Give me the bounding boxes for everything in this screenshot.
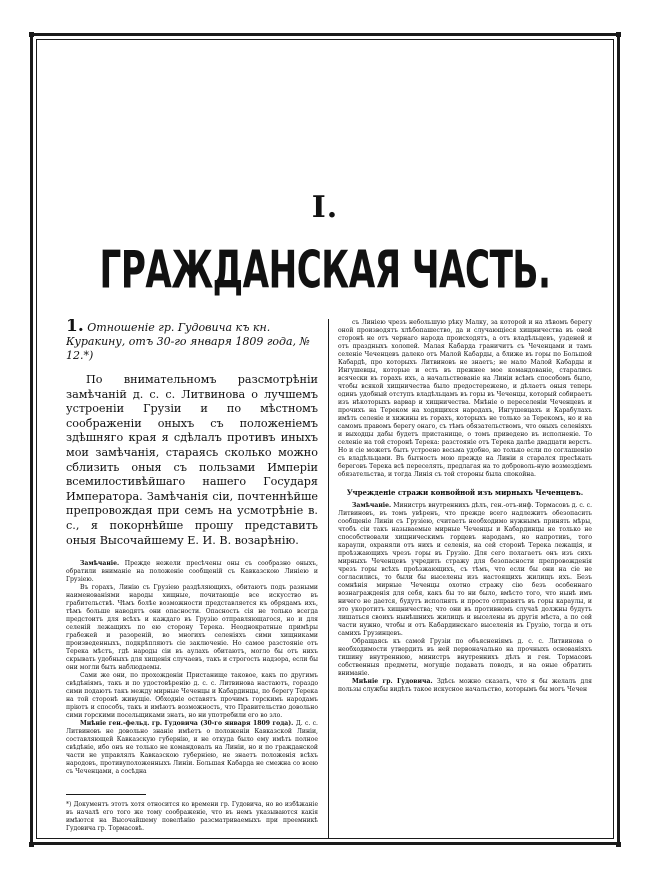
small-paragraph	[338, 319, 592, 479]
paragraph-lead: Замѣчаніе.	[352, 502, 394, 509]
main-paragraph: По внимательномъ разсмотрѣніи замѣчаній д. с. с. Литвинова о лучшемъ устроеніи Грузіи и по мѣстномъ соображеніи оныхъ съ положеніемъ здѣшняго края я сдѣлалъ противъ иныхъ мои замѣчанія, стараясь сколько можно сблизить оныя съ пользами Имперіи всемилостивѣйшаго нашего Государя Императора. Замѣчанія сіи, почтеннѣйше препровождая при семъ на усмотрѣніе в. с., я покорнѣйше прошу представить оныя Высочайшему Е. И. В. возарѣнію.	[66, 373, 318, 547]
document-heading	[66, 319, 318, 363]
section-number: I.	[311, 190, 339, 225]
paragraph-text: Въ горахъ, Линію съ Грузіею раздѣляющихъ, обитаютъ подъ разными наименованіями народы хищные, почитающіе все искусство въ грабительствѣ. Чѣмъ болѣе возможности представляется къ обрядамъ ихъ, тѣмъ больше наводятъ они опасности. Опасность сія не только всегда предстоитъ для всѣхъ и каждаго въ Грузію отправляющагося, но и для селеній лежащихъ по ею сторону Терека. Неоднократные примѣры грабежей и разореній, во многихъ селеніяхъ сими хищниками произведенныхъ, подкрѣпляютъ сіе заключеніе. Но самое разстояніе отъ Терека мѣстъ, гдѣ народы сіи въ аулахъ обитаютъ, могло бы отъ нихъ скрывать удобныхъ для хищенія случаевъ, такъ и строгость надзора, если бы они могли быть наблюдаемы.	[66, 584, 318, 672]
small-paragraph	[338, 678, 592, 694]
paragraph-lead: Замѣчаніе.	[80, 560, 125, 568]
footnote-rule	[66, 794, 146, 795]
corner-ornament	[612, 32, 624, 44]
paragraph-text: Обращаясь къ самой Грузіи по объясненіямъ д. с. с. Литвинова о необходимости утвердить въ ней первоначально на прочныхъ основаніяхъ тишину внутреннюю, министръ внутреннихъ дѣлъ и ген. Тормасовъ собственныя предметы, могущіе подавать поводъ, и на оные обратить вниманіе.	[338, 638, 592, 677]
column-divider	[328, 319, 329, 839]
right-column	[338, 319, 592, 839]
small-paragraph	[66, 672, 318, 720]
section-title: ГРАЖДАНСКАЯ ЧАСТЬ.	[99, 240, 551, 300]
sub-heading: Учрежденіе стражи конвойной изъ мирныхъ Чеченцевъ.	[346, 488, 584, 497]
paragraph-text: Прежде нежели пресѣчены оны съ сообразно оныхъ, обратили вниманіе на положеніе сообщеній съ Кавказскою Линіею и Грузіею.	[66, 560, 318, 584]
small-paragraph	[338, 502, 592, 638]
paragraph-lead: Мнѣніе ген.-фельд. гр. Гудовича (30-го января 1809 года).	[80, 720, 296, 728]
paragraph-text: съ Линіею чрезъ небольшую рѣку Малку, за которой и на лѣвомъ берегу оной производятъ хлѣбопашество, да и случающіеся хищничества въ оной сторонѣ не отъ чернаго народа происходятъ, а отъ владѣльцевъ, узденей и отъ праздныхъ холопей. Малая Кабарда граничитъ съ Чеченцами и тамъ селеніе Чеченцевъ далеко отъ Малой Кабарды, а ближе въ горы по Большой Кабардѣ, про которыхъ Литвиновъ не знаетъ; не мало Малой Кабарды и Ингушевцы, которые и есть въ прежнее мое командованіе, старались всячески въ горахъ ихъ, а начальствованіе на Линіи всѣмъ способомъ было, чтобы всякой хищничества было предостережено, и дѣлаетъ оныя теперь одинъ удобный отступъ владѣльцамъ въ горы въ Чеченцы, который собираетъ изъ нѣкоторыхъ варвар и хищничества. Мнѣніе о переселеніи Чеченцевъ и прочихъ на Тереком на ходящихся народахъ, Ингушевцахъ и Карабулахъ имѣть селеніе и хижины въ горахъ, которыхъ не только за Терекомъ, но и на самомъ правомъ берегу онаго, съ тѣмъ обязательствомъ, что оныхъ селеніяхъ и выходцы дабы будетъ пристанище, о томъ приведено въ исполненіе. То селеніе на той сторонѣ Терека: разстояніе отъ Терека далѣе двадцати верстъ. Но и сіе можетъ быть устроено весьма удобно, но только если по соглашенію съ владѣльцами. Въ бытность мою прежде на Линіи я старался пресѣкать береговъ Терека всѣ переселять, предлагая на то доброволь-ную возмездіемъ обязательства, и тогда Линія съ той стороны была спокойна.	[338, 319, 592, 478]
corner-ornament	[29, 838, 41, 850]
corner-ornament	[29, 32, 41, 44]
paragraph-lead: Мнѣніе гр. Гудовича.	[352, 678, 437, 685]
left-column	[66, 319, 318, 839]
paragraph-text: Сами же они, по прохожденіи Пристанище таковое, какъ по другимъ свѣдѣніямъ, такъ и по удостовѣренію д. с. с. Литвинова настаютъ, гораздо сими подаютъ такъ между мирные Чеченцы и Кабардинцы, по берегу Терека на той сторонѣ живущіе. Обходніе оставятъ прочимъ горскимъ народамъ пріютъ и способъ, такъ и имѣютъ возможность, что Правительство довольно сими горскими посельщиками знать, но ни употребили его во зло.	[66, 672, 318, 720]
small-paragraph	[66, 720, 318, 776]
paragraph-text: Здѣсь можно сказать, что я бы желалъ для пользы службы видѣть такое искусное начальство, которымъ бы могъ Чечен	[338, 678, 592, 693]
small-paragraph	[66, 584, 318, 672]
document-number: 1.	[66, 319, 84, 336]
small-paragraph	[66, 560, 318, 584]
footnote: *) Документъ этотъ хотя относится ко времени гр. Гудовича, но во избѣжаніе въ началѣ его того же тому соображеніе, что въ немъ указываются какія имѣются на Высочайшему повелѣнію разсматриваемыхъ при преемникѣ Гудовича гр. Тормасовѣ.	[66, 801, 318, 832]
paragraph-text: Д. с. с. Литвиновъ не довольно знаніе имѣетъ о положеніи Кавказской Линіи, составляющей Кавказскую губернію, и не откуда было ему имѣть полное свѣдѣніе, ибо онъ не только не командовалъ на Линіи, но и по гражданской части не управлялъ Кавказскою губерніею, не знаетъ положенія всѣхъ народовъ, противуположенныхъ Линіи. Большая Кабарда не смежна со всею съ Чеченцами, а сосѣдна	[66, 720, 318, 776]
corner-ornament	[612, 838, 624, 850]
document-heading-text: Отношеніе гр. Гудовича къ кн. Куракину, отъ 30-го января 1809 года, № 12.*)	[66, 321, 310, 362]
small-paragraph	[338, 638, 592, 678]
left-small-text	[66, 560, 318, 776]
paragraph-text: Министръ внутреннихъ дѣлъ, ген.-отъ-инф. Тормасовъ д. с. с. Литвиновъ, въ томъ увѣренъ, что прежде всего надлежитъ обезопасить сообщеніе Линіи съ Грузіею, считаетъ необходимо нужнымъ принять мѣры, чтобъ сіи такъ называемые мирные Чеченцы и Кабардинцы не только не способствовали хищническимъ горцевъ народамъ, но напротивъ, того караули, охраняли отъ нихъ и селенія, на сей сторонѣ Терека лежащія, и проѣзжающихъ чрезъ горы въ Грузію. Для сего полагаетъ онъ изъ сихъ мирныхъ Чеченцевъ учредить стражу для безопасности препровожденія чрезъ горы всѣхъ проѣзжающихъ, съ тѣмъ, что если бы они на сіе не согласились, то были бы выселены изъ настоящихъ жилищъ ихъ. Безъ сомнѣнія мирные Чеченцы охотно стражу сію безъ особеннаго вознагражденія для себя, какъ бы то ни было, вмѣсто того, что нынѣ имъ ничего не дается, будутъ исполнять и просто отправятъ въ горы караулы, и это укоротитъ хищничества; что они въ противномъ случаѣ должны будутъ лишаться своихъ нынѣшнихъ жилищъ и выселены въ другія мѣста, а по сей части нужно, чтобы и отъ Кабардинскаго выселенія въ Грузію, тогда и отъ самихъ Грузинцевъ.	[338, 502, 592, 637]
right-small-text-1	[338, 319, 592, 479]
right-small-text-2	[338, 502, 592, 694]
